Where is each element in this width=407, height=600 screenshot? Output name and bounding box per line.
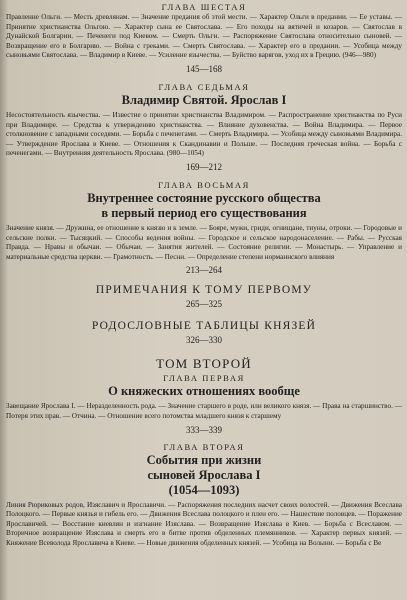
genealogy-section: [6, 318, 402, 346]
chapter-title-line-2: в первый период его существования: [101, 205, 307, 220]
page-range: 213—264: [186, 265, 222, 276]
page-range: 333—339: [186, 424, 222, 435]
chapter-label: ГЛАВА ВТОРАЯ: [163, 441, 245, 452]
chapter-summary: Значение князя. — Дружина, ее отношение к князю и к земле. — Бояре, мужи, гриди, огнищане, тиуны, отроки. — Городовые и сельские полки. — Тысяцкий. — Способы ведения войны. — Городское и сельское народонаселение. — Рабы. — Русская Правда. — Нравы и обычаи. — Обычаи. — Занятия жителей. — Состояние религии. — Монастырь. — Управление и материальные средства церкви. — Грамотность. — Песни. — Определение степени норманнского влияния: [6, 223, 402, 261]
chapter-summary: Правление Ольги. — Месть древлянам. — Значение предания об этой мести. — Характер Ольги в предании. — Ее уставы. — Принятие христианства Ольгою. — Характер сына ее Святослава. — Его походы на вятичей и козаров. — Святослав в Дунайской Болгарии. — Печенеги под Киевом. — Смерть Ольги. — Распоряжение Святослава относительно сыновей. — Возвращение его в Болгарию. — Война с греками. — Смерть Святослава. — Характер его в предании. — Усобица между сыновьями Святослава. — Владимир в Киеве. — Усиление язычества. — Буйство варягов, уход их в Грецию. (946—980): [6, 13, 402, 60]
volume-2-chapter-2-section: [6, 442, 402, 549]
chapter-summary: Несостоятельность язычества. — Известие о принятии христианства Владимиром. — Распространение христианства по Руси при Владимире. — Средства к утверждению христианства. — Влияние духовенства. — Война Владимира. — Первое столкновение с западными соседями. — Борьба с печенегами. — Смерть Владимира. — Усобица между сыновьями Владимира. — Утверждение Ярослава в Киеве. — Отношения к Скандинавии и Польше. — Последняя греческая война. — Борьба с печенегами. — Внутренняя деятельность Ярослава. (980—1054): [6, 110, 402, 158]
chapter-label: ГЛАВА ВОСЬМАЯ: [158, 179, 250, 190]
page-range: 145—168: [186, 63, 222, 74]
page-range: 169—212: [186, 161, 222, 172]
chapter-label: ГЛАВА ШЕСТАЯ: [161, 2, 247, 12]
table-of-contents: [6, 0, 402, 548]
volume-heading: ТОМ ВТОРОЙ: [156, 356, 252, 372]
volume-2-chapter-1-section: [6, 373, 402, 435]
chapter-summary: Завещание Ярослава I. — Неразделенность рода. — Значение старшего в роде, или великого князя. — Права на старшинство. — Потеря этих прав. — Отчина. — Отношение всего потомства младшего князя к старшему: [6, 402, 402, 420]
chapter-label: ГЛАВА СЕДЬМАЯ: [158, 81, 250, 92]
chapter-title-line-1: События при жизни: [146, 452, 262, 467]
section-title: ПРИМЕЧАНИЯ К ТОМУ ПЕРВОМУ: [95, 284, 313, 297]
page-range: 265—325: [186, 299, 222, 310]
chapter-8-section: [6, 180, 402, 276]
notes-section: [6, 282, 402, 310]
chapter-summary: Линия Рюриковых родов, Изяславич и Ярославичи. — Распоряжения последних насчет своих волостей. — Движения Всеслава Полоцкого. — Первые князья и гибель его. — Движения Всеслава полоцкого и плен его. — Нашествие половцев. — Поражение Ярославичей. — Восстание киевлян и изгнание Изяслава. — Возвращение Изяслава в Киев. — Борьба с Всеславом. — Вторичное возвращение Изяслава и смерть его в битве против обделенных племянников. — Характер первых князей. — Княжение Всеволода Ярославича в Киеве. — Новые движения обделенных князей. — Усобица на Волыни. — Борьба с Ве: [6, 500, 402, 547]
chapter-title: О княжеских отношениях вообще: [108, 384, 300, 399]
chapter-title: Владимир Святой. Ярослав I: [121, 92, 287, 107]
chapter-7-section: [6, 82, 402, 173]
section-title: РОДОСЛОВНЫЕ ТАБЛИЦЫ КНЯЗЕЙ: [91, 320, 317, 333]
page-range: 326—330: [186, 335, 222, 346]
chapter-label: ГЛАВА ПЕРВАЯ: [163, 373, 245, 384]
chapter-6-section: [6, 2, 402, 75]
chapter-title-line-1: Внутреннее состояние русского общества: [87, 190, 321, 205]
chapter-title-line-2: сыновей Ярослава I: [147, 467, 261, 482]
chapter-title-line-3: (1054—1093): [168, 482, 240, 497]
